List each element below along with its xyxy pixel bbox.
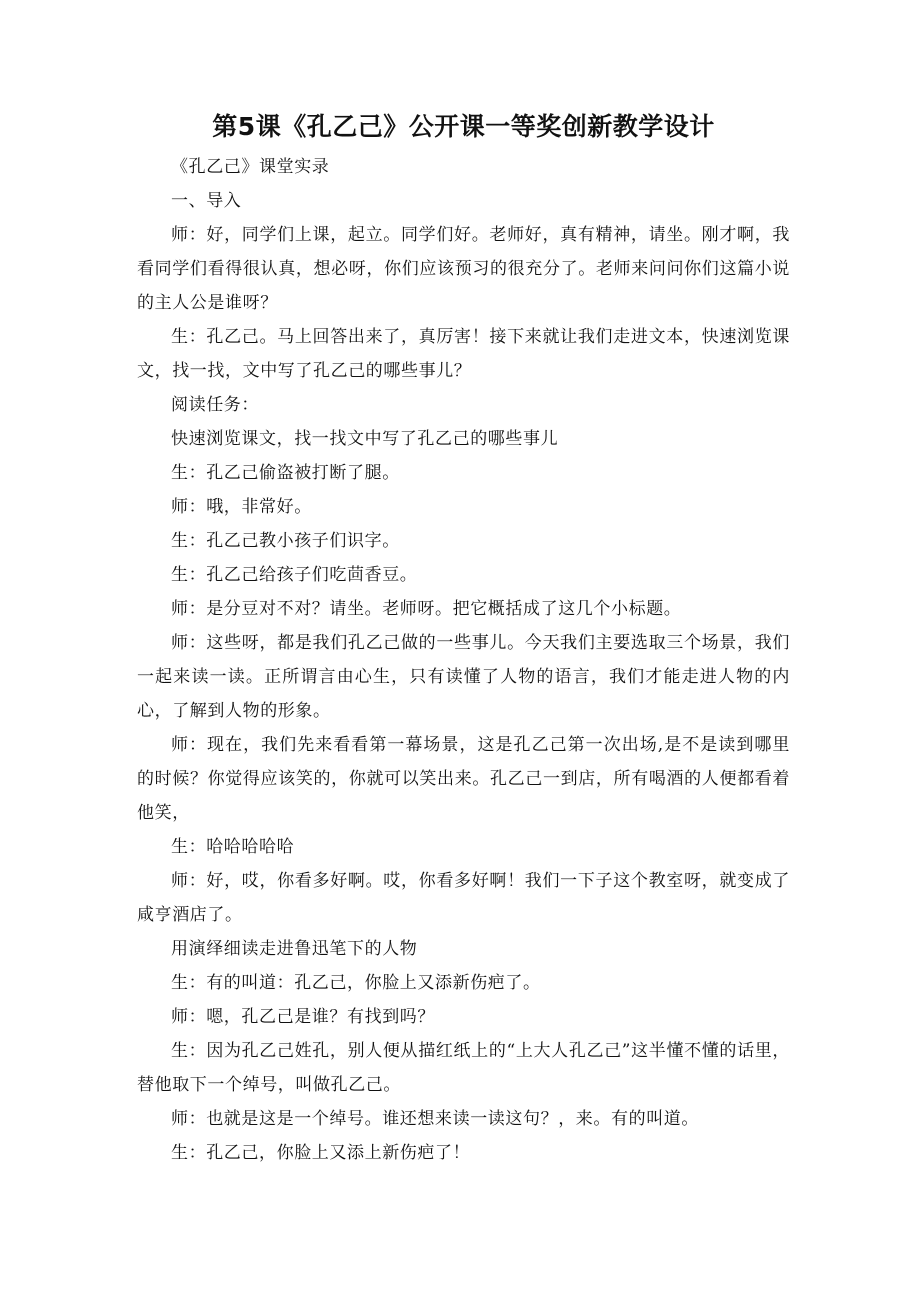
paragraph-6: 快速浏览课文，找一找文中写了孔乙己的哪些事儿 [171, 429, 559, 449]
paragraph-12: 师：这些呀，都是我们孔乙己做的一些事儿。今天我们主要选取三个场景，我们一起来读一读。正所谓言由心生，只有读懂了人物的语言，我们才能走进人物的内心，了解到人物的形象。 [137, 633, 790, 721]
paragraph-19: 生：因为孔乙己姓孔，别人便从描红纸上的“上大人孔乙己”这半懂不懂的话里，替他取下一个绰号，叫做孔乙己。 [137, 1041, 790, 1095]
paragraph-16: 用演绎细读走进鲁迅笔下的人物 [171, 939, 418, 959]
paragraph-13: 师：现在，我们先来看看第一幕场景，这是孔乙己第一次出场,是不是读到哪里的时候？你觉得应该笑的，你就可以笑出来。孔乙己一到店，所有喝酒的人便都看着他笑， [137, 735, 790, 823]
paragraph-1: 《孔乙己》课堂实录 [171, 157, 330, 177]
paragraph-8: 师：哦，非常好。 [171, 497, 312, 517]
paragraph-11: 师：是分豆对不对？请坐。老师呀。把它概括成了这几个小标题。 [171, 599, 682, 619]
paragraph-7: 生：孔乙己偷盗被打断了腿。 [171, 463, 400, 483]
paragraph-21: 生：孔乙己，你脸上又添上新伤疤了！ [171, 1143, 471, 1163]
document-title: 第5课《孔乙己》公开课一等奖创新教学设计 [212, 112, 715, 141]
paragraph-3: 师：好，同学们上课，起立。同学们好。老师好，真有精神，请坐。刚才啊，我看同学们看得很认真，想必呀，你们应该预习的很充分了。老师来问问你们这篇小说的主人公是谁呀？ [137, 225, 790, 313]
paragraph-20: 师：也就是这是一个绰号。谁还想来读一读这句？，来。有的叫道。 [171, 1109, 699, 1129]
paragraph-18: 师：嗯，孔乙己是谁？有找到吗？ [171, 1007, 435, 1027]
paragraph-4: 生：孔乙己。马上回答出来了，真厉害！接下来就让我们走进文本，快速浏览课文，找一找，文中写了孔乙己的哪些事儿？ [137, 327, 790, 381]
paragraph-17: 生：有的叫道：孔乙己，你脸上又添新伤疤了。 [171, 973, 541, 993]
paragraph-10: 生：孔乙己给孩子们吃茴香豆。 [171, 565, 418, 585]
paragraph-9: 生：孔乙己教小孩子们识字。 [171, 531, 400, 551]
paragraph-15: 师：好，哎，你看多好啊。哎，你看多好啊！我们一下子这个教室呀，就变成了咸亨酒店了。 [137, 871, 790, 925]
paragraph-14: 生：哈哈哈哈哈 [171, 837, 295, 857]
paragraph-5: 阅读任务： [171, 395, 259, 415]
paragraph-2: 一、导入 [171, 191, 242, 211]
